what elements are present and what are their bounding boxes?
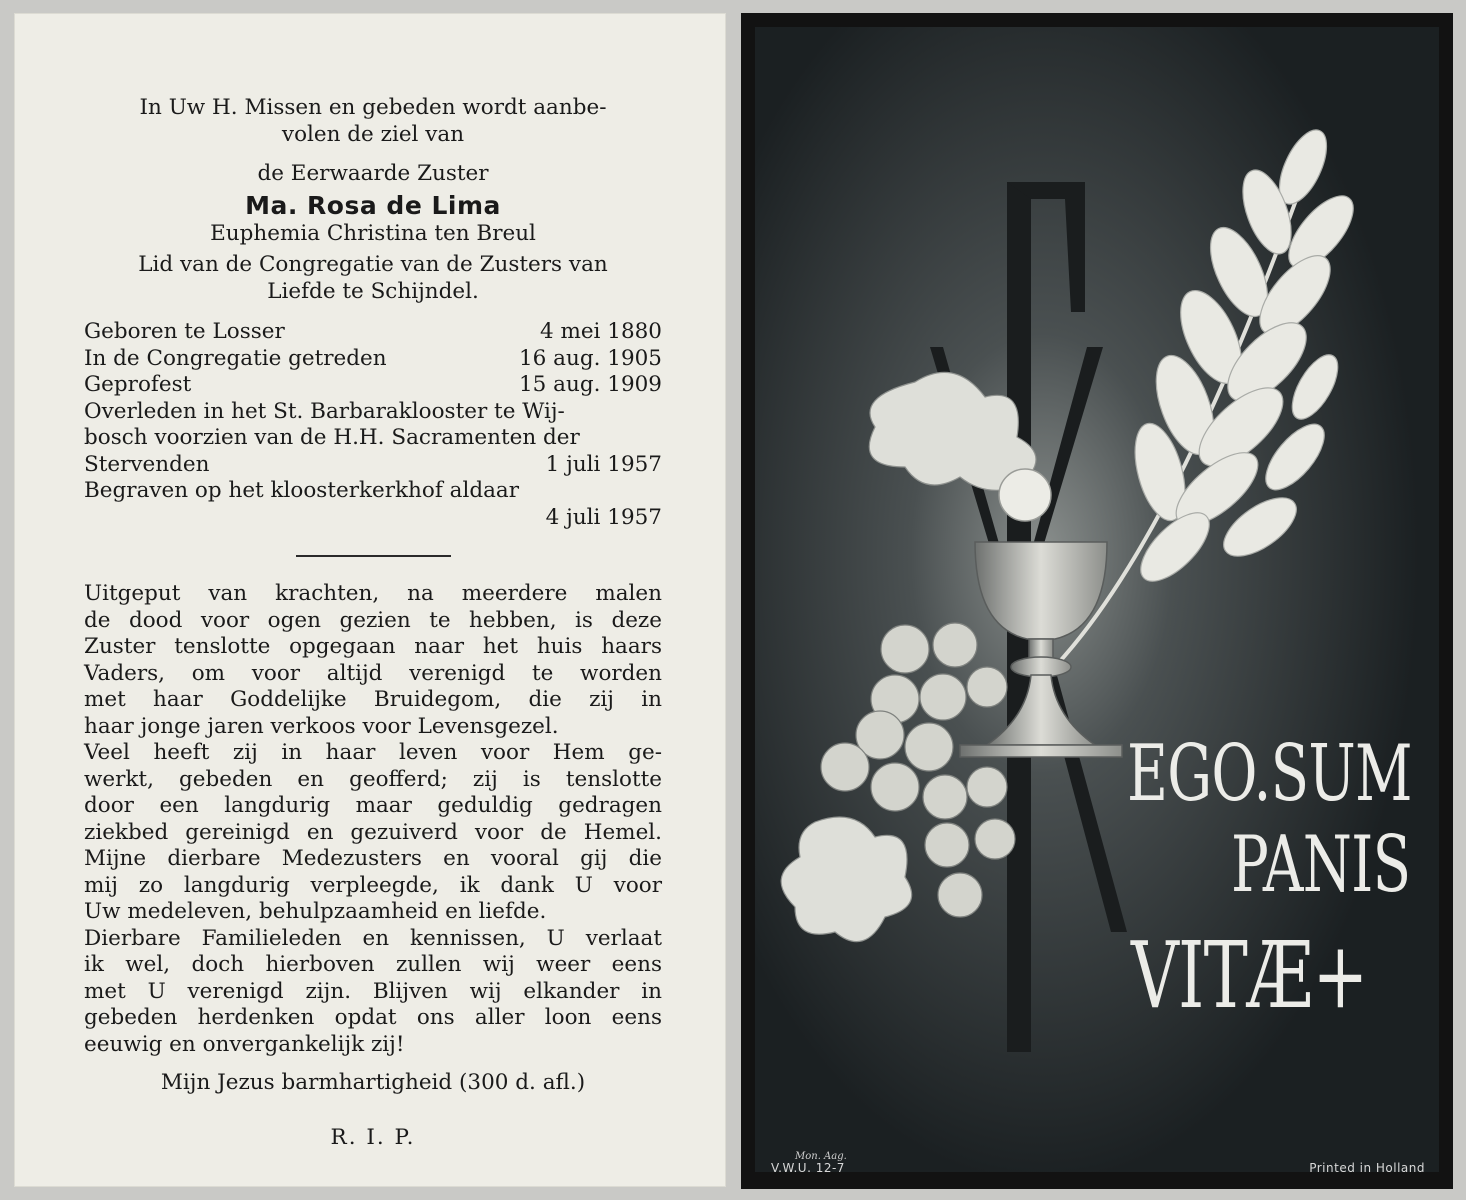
memorial-text-line: Vaders, om voor altijd verenigd te worden bbox=[84, 660, 662, 686]
memorial-text-line: de dood voor ogen gezien te hebben, is deze bbox=[84, 607, 662, 633]
motto-line: PANIS bbox=[1231, 820, 1411, 910]
deceased-name: Ma. Rosa de Lima bbox=[245, 190, 501, 220]
memorial-text-line: ik wel, doch hierboven zullen wij weer eens bbox=[84, 952, 662, 977]
motto-line: EGO.SUM bbox=[1127, 729, 1412, 819]
intro-line: In Uw H. Missen en gebeden wordt aanbe- bbox=[139, 95, 607, 120]
memorial-text-line: haar jonge jaren verkoos voor Levensgezel. bbox=[84, 713, 559, 739]
fact-date: 15 aug. 1909 bbox=[518, 372, 662, 397]
membership-line: Liefde te Schijndel. bbox=[267, 278, 479, 304]
memorial-text-card bbox=[14, 13, 726, 1187]
divider-rule bbox=[296, 555, 451, 557]
fact-label: Geboren te Losser bbox=[84, 319, 285, 344]
printer-note: Printed in Holland bbox=[1309, 1161, 1425, 1175]
life-facts bbox=[84, 319, 662, 531]
memorial-text-line: met U verenigd zijn. Blijven wij elkander in bbox=[84, 978, 662, 1004]
fact-row bbox=[84, 319, 662, 346]
birth-name: Euphemia Christina ten Breul bbox=[210, 220, 536, 246]
memorial-text-line: werkt, gebeden en geofferd; zij is tenslotte bbox=[84, 766, 662, 792]
motto-line: VITÆ+ bbox=[1131, 922, 1368, 1029]
burial-line: Begraven op het kloosterkerkhof aldaar bbox=[84, 478, 519, 503]
memorial-text-line: Veel heeft zij in haar leven voor Hem ge- bbox=[84, 740, 662, 765]
memorial-text-line: Zuster tenslotte opgegaan naar het huis haars bbox=[84, 634, 662, 659]
fact-date: 1 juli 1957 bbox=[545, 451, 662, 477]
fact-label: In de Congregatie getreden bbox=[84, 345, 387, 371]
memorial-text-line: Mijne dierbare Medezusters en vooral gij die bbox=[84, 846, 662, 871]
devotional-illustration bbox=[755, 27, 1439, 1172]
intro-text bbox=[84, 95, 662, 148]
memorial-text-line: Uitgeput van krachten, na meerdere malen bbox=[84, 581, 662, 606]
memorial-text-line: eeuwig en onvergankelijk zij! bbox=[84, 1031, 405, 1057]
death-line: bosch voorzien van de H.H. Sacramenten der bbox=[84, 425, 580, 450]
honorific-title: de Eerwaarde Zuster bbox=[257, 161, 489, 186]
memorial-text-line: met haar Goddelijke Bruidegom, die zij in bbox=[84, 687, 662, 712]
memorial-text-line: gebeden herdenken opdat ons aller loon eens bbox=[84, 1005, 662, 1030]
card-code: V.W.U. 12-7 bbox=[771, 1161, 845, 1175]
memorial-text-line: Dierbare Familieleden en kennissen, U verlaat bbox=[84, 925, 662, 951]
fact-row bbox=[84, 372, 662, 399]
fact-label: Stervenden bbox=[84, 451, 210, 477]
membership-line: Lid van de Congregatie van de Zusters van bbox=[138, 252, 608, 277]
memorial-text-line: door een langdurig maar geduldig gedragen bbox=[84, 793, 662, 818]
burial-date: 4 juli 1957 bbox=[545, 504, 662, 530]
rip-text: R. I. P. bbox=[330, 1124, 416, 1150]
memorial-image-card bbox=[741, 13, 1453, 1189]
fact-date: 4 mei 1880 bbox=[539, 319, 662, 344]
fact-row bbox=[84, 452, 662, 479]
fact-date: 16 aug. 1905 bbox=[518, 345, 662, 371]
membership-text bbox=[84, 252, 662, 305]
fact-label: Geprofest bbox=[84, 372, 192, 397]
artist-signature: Mon. Aag. bbox=[795, 1151, 847, 1162]
intro-line: volen de ziel van bbox=[281, 121, 465, 147]
memorial-text-line: ziekbed gereinigd en gezuiverd voor de Hemel. bbox=[84, 819, 662, 845]
memorial-text bbox=[84, 581, 662, 1058]
death-line: Overleden in het St. Barbaraklooster te Wij- bbox=[84, 398, 565, 424]
memorial-text-line: Uw medeleven, behulpzaamheid en liefde. bbox=[84, 899, 547, 924]
fact-row bbox=[84, 346, 662, 373]
host-wafer bbox=[999, 469, 1051, 521]
memorial-text-line: mij zo langdurig verpleegde, ik dank U voor bbox=[84, 872, 662, 898]
indulgence-prayer: Mijn Jezus barmhartigheid (300 d. afl.) bbox=[160, 1070, 586, 1095]
